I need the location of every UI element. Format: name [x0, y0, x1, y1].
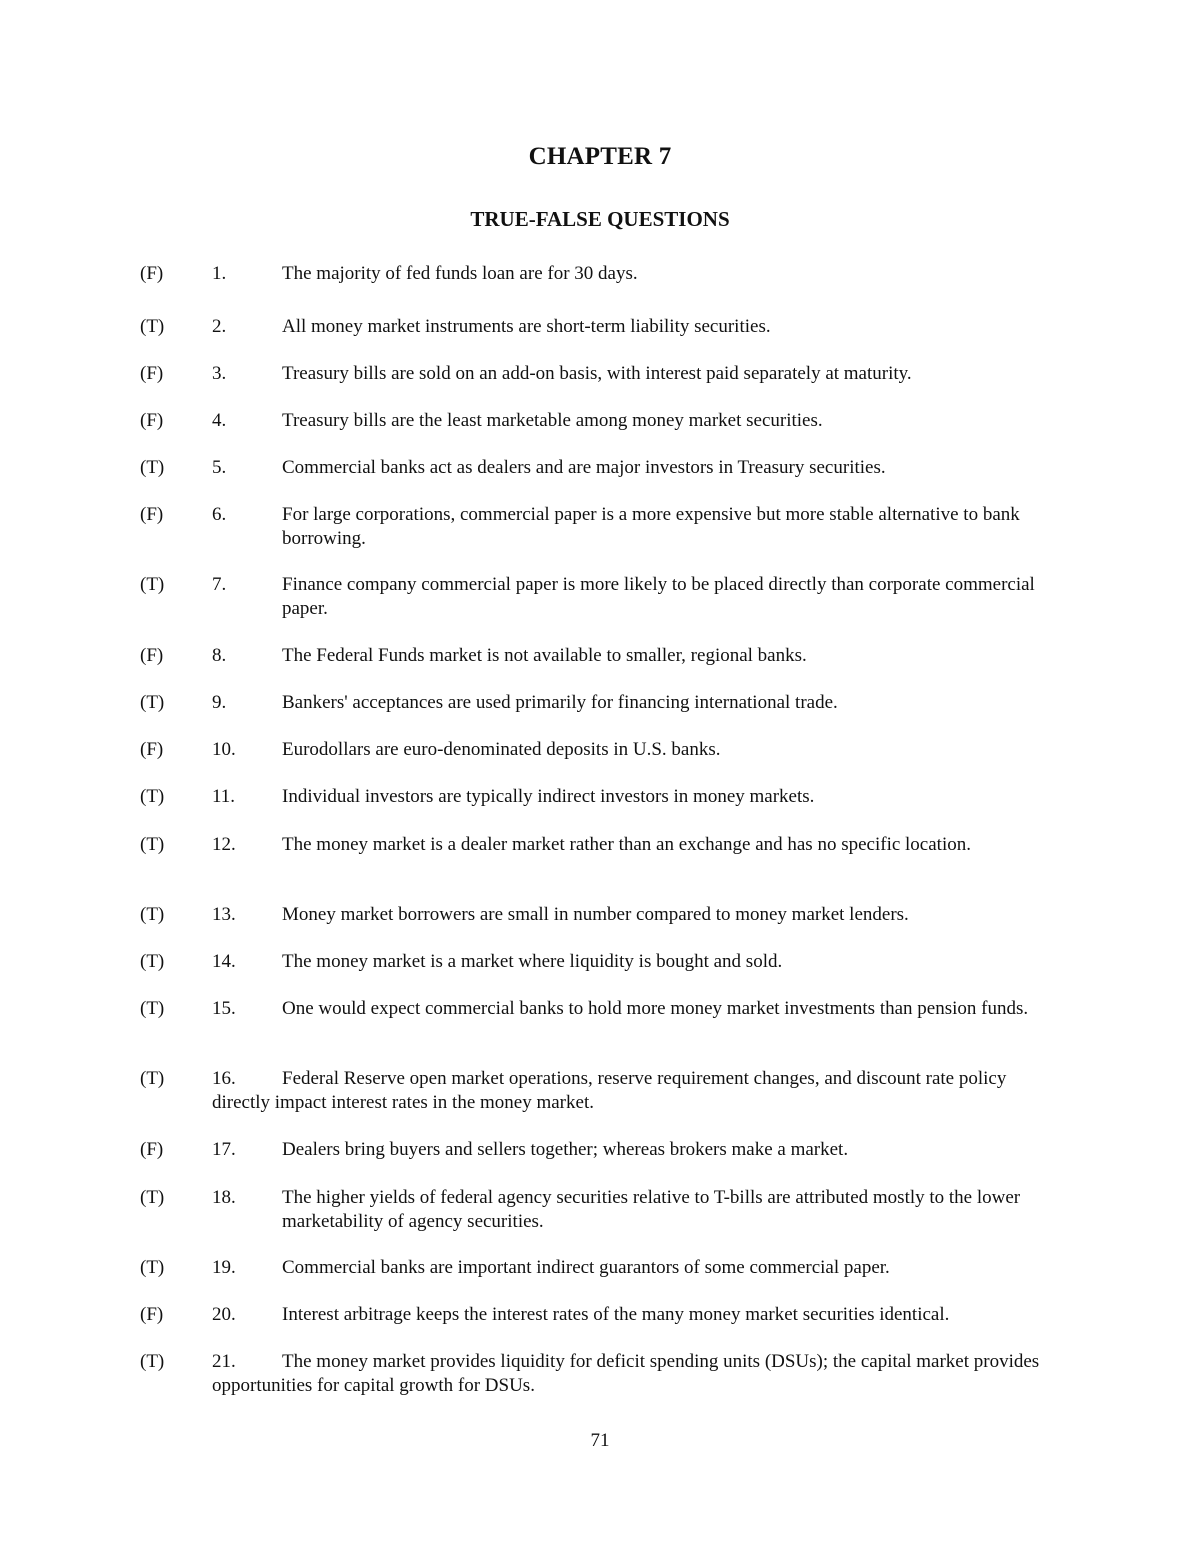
answer-key: (T) — [140, 1068, 165, 1089]
question-number: 13. — [212, 904, 236, 925]
question-text: Commercial banks act as dealers and are major investors in Treasury securities. — [282, 457, 886, 478]
question-text: One would expect commercial banks to hold more money market investments than pension funds. — [282, 998, 1029, 1019]
answer-key: (F) — [140, 363, 164, 384]
answer-key: (T) — [140, 904, 165, 925]
answer-key: (T) — [140, 574, 165, 595]
question-text: All money market instruments are short-term liability securities. — [282, 316, 771, 337]
section-title: TRUE-FALSE QUESTIONS — [470, 207, 730, 231]
answer-key: (T) — [140, 998, 165, 1019]
answer-key: (T) — [140, 834, 165, 855]
question-number: 8. — [212, 645, 227, 666]
answer-key: (T) — [140, 1257, 165, 1278]
question-text: Individual investors are typically indirect investors in money markets. — [282, 786, 815, 807]
answer-key: (T) — [140, 786, 165, 807]
question-text: The money market is a dealer market rather than an exchange and has no specific location. — [282, 834, 971, 855]
answer-key: (F) — [140, 645, 164, 666]
question-number: 5. — [212, 457, 227, 478]
question-number: 12. — [212, 834, 236, 855]
answer-key: (T) — [140, 951, 165, 972]
question-number: 15. — [212, 998, 236, 1019]
question-number: 17. — [212, 1139, 236, 1160]
answer-key: (F) — [140, 504, 164, 525]
question-number: 21. — [212, 1351, 236, 1372]
question-number: 7. — [212, 574, 227, 595]
question-text: For large corporations, commercial paper is a more expensive but more stable alternative to bank borrowing. — [282, 504, 1020, 549]
question-text: Bankers' acceptances are used primarily for financing international trade. — [282, 692, 838, 713]
answer-key: (T) — [140, 316, 165, 337]
question-number: 6. — [212, 504, 227, 525]
question-number: 19. — [212, 1257, 236, 1278]
page-number: 71 — [590, 1430, 610, 1451]
question-text: Treasury bills are sold on an add-on basis, with interest paid separately at maturity. — [282, 363, 912, 384]
question-number: 20. — [212, 1304, 236, 1325]
question-text: Federal Reserve open market operations, reserve requirement changes, and discount rate policy directly impact interest rates in the money market. — [212, 1068, 1007, 1113]
question-number: 4. — [212, 410, 227, 431]
question-text: The higher yields of federal agency securities relative to T-bills are attributed mostly to the lower marketability of agency securities. — [282, 1187, 1021, 1232]
question-number: 3. — [212, 363, 227, 384]
question-number: 2. — [212, 316, 227, 337]
question-text: The majority of fed funds loan are for 30 days. — [282, 263, 638, 284]
question-number: 16. — [212, 1068, 236, 1089]
question-text: The Federal Funds market is not available to smaller, regional banks. — [282, 645, 807, 666]
question-text: The money market provides liquidity for deficit spending units (DSUs); the capital market provides opportunities for capital growth for DSUs. — [212, 1351, 1040, 1396]
answer-key: (T) — [140, 1187, 165, 1208]
question-text: Eurodollars are euro-denominated deposits in U.S. banks. — [282, 739, 721, 760]
question-number: 11. — [212, 786, 236, 807]
question-text: Interest arbitrage keeps the interest rates of the many money market securities identical. — [282, 1304, 950, 1325]
question-text: The money market is a market where liquidity is bought and sold. — [282, 951, 783, 972]
answer-key: (F) — [140, 410, 164, 431]
chapter-title: CHAPTER 7 — [528, 143, 672, 170]
question-text: Finance company commercial paper is more likely to be placed directly than corporate commercial paper. — [282, 574, 1035, 619]
question-text: Dealers bring buyers and sellers together; whereas brokers make a market. — [282, 1139, 849, 1160]
question-text: Treasury bills are the least marketable among money market securities. — [282, 410, 823, 431]
answer-key: (F) — [140, 1139, 164, 1160]
question-text: Money market borrowers are small in number compared to money market lenders. — [282, 904, 909, 925]
answer-key: (F) — [140, 1304, 164, 1325]
answer-key: (T) — [140, 692, 165, 713]
question-text: Commercial banks are important indirect guarantors of some commercial paper. — [282, 1257, 890, 1278]
question-number: 18. — [212, 1187, 236, 1208]
answer-key: (T) — [140, 457, 165, 478]
question-number: 9. — [212, 692, 227, 713]
question-number: 14. — [212, 951, 236, 972]
question-number: 1. — [212, 263, 227, 284]
question-number: 10. — [212, 739, 236, 760]
answer-key: (T) — [140, 1351, 165, 1372]
answer-key: (F) — [140, 739, 164, 760]
answer-key: (F) — [140, 263, 164, 284]
